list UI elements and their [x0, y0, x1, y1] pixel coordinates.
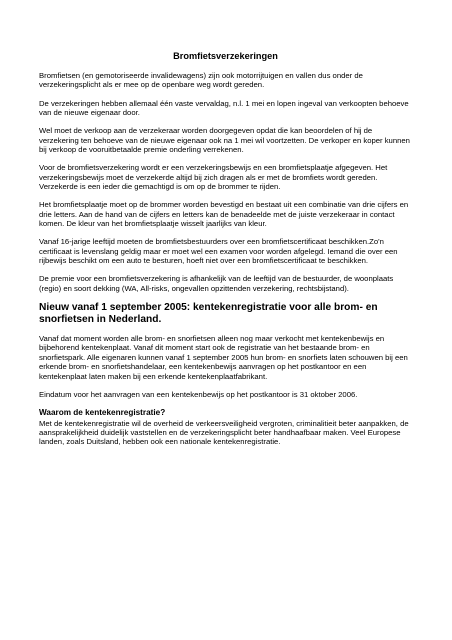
subheading-waarom: Waarom de kentekenregistratie? [39, 408, 166, 418]
paragraph-registratie: Vanaf dat moment worden alle brom- en snorfietsen alleen nog maar verkocht met kentekenbewijs en bijbehorend kentekenplaat. Vanaf dit moment start ook de registratie van het bestaande brom- en snorfietspark. Alle eigenaren kunnen vanaf 1 september 2005 hun brom- en snorfiets laten schouwen bij een erkende brom- en snorfietshandelaar, een kentekenbewijs aanvragen op het postkantoor en een kentekenplaat laten maken bij een erkende kentekenplaatfabrikant. [39, 334, 408, 381]
paragraph-vervaldag: De verzekeringen hebben allemaal één vaste vervaldag, n.l. 1 mei en lopen ingeval van verkoopten behoeve van de nieuwe eigenaar door. [39, 98, 409, 118]
section-heading-kentekenregistratie: Nieuw vanaf 1 september 2005: kentekenregistratie voor alle brom- en snorfietsen in Nederland. [39, 301, 378, 326]
paragraph-certificaat: Vanaf 16-jarige leeftijd moeten de bromfietsbestuurders over een bromfietscertificaat beschikken.Zo'n certificaat is levenslang geldig maar er moet wel een examen voor worden afgelegd. Iemand die over een rijbewijs beschikt om een auto te besturen, hoeft niet over een bromfietscertificaat te beschikken. [39, 237, 398, 266]
paragraph-einddatum: Eindatum voor het aanvragen van een kentekenbewijs op het postkantoor is 31 oktober 2006. [39, 389, 358, 399]
paragraph-bromfietsplaatje: Het bromfietsplaatje moet op de brommer worden bevestigd en bestaat uit een combinatie van drie cijfers en drie letters. Aan de hand van de cijfers en letters kan de benadeelde met de juiste verzekeraar in contact komen. De kleur van het bromfietsplaatje wisselt jaarlijks van kleur. [39, 200, 409, 229]
document-title: Bromfietsverzekeringen [173, 51, 278, 61]
paragraph-verkoop: Wel moet de verkoop aan de verzekeraar worden doorgegeven opdat die kan beoordelen of hij de verzekering ten behoeve van de nieuwe eigenaar ook na 1 mei wil voortzetten. De verkoper en koper kunnen bij verkoop de vooruitbetaalde premie onderling verrekenen. [39, 126, 410, 155]
paragraph-bromfietsen: Bromfietsen (en gemotoriseerde invalidewagens) zijn ook motorrijtuigen en vallen dus onder de verzekeringsplicht als er mee op de openbare weg wordt gereden. [39, 71, 363, 90]
paragraph-waarom: Met de kentekenregistratie wil de overheid de verkeersveiligheid vergroten, criminalitieit beter aanpakken, de aansprakelijkheid duidelijk vaststellen en de verzekeringsplicht beter handhaafbaar maken. Veel Europese landen, zoals Duitsland, hebben ook een nationale kentekenregistratie. [39, 418, 409, 447]
paragraph-premie: De premie voor een bromfietsverzekering is afhankelijk van de leeftijd van de bestuurder, de woonplaats (regio) en soort dekking (WA, All-risks, ongevallen opzittenden verzekering, rechtsbijstand). [39, 274, 394, 293]
paragraph-verzekeringsbewijs: Voor de bromfietsverzekering wordt er een verzekeringsbewijs en een bromfietsplaatje afgegeven. Het verzekeringsbewijs moet de verzekerde altijd bij zich dragen als er met de bromfiets wordt gereden. Verzekerde is een ieder die gemachtigd is om op de brommer te rijden. [39, 163, 388, 192]
